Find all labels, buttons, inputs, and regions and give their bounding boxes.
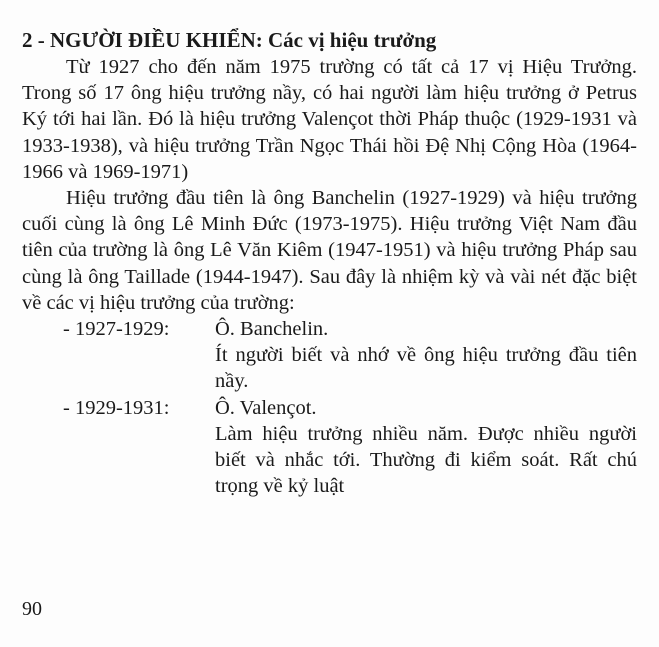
principal-description: Làm hiệu trưởng nhiều năm. Được nhiều người biết và nhắc tới. Thường đi kiểm soát. Rất chú trọng về kỷ luật: [215, 422, 637, 498]
principal-term: - 1929-1931:: [63, 396, 170, 419]
document-page: [22, 26, 637, 499]
principal-description: Ít người biết và nhớ về ông hiệu trưởng đầu tiên nầy.: [215, 344, 637, 393]
principal-name: Ô. Valençot.: [215, 396, 317, 419]
section-title: 2 - NGƯỜI ĐIỀU KHIỂN: Các vị hiệu trưởng: [22, 28, 437, 52]
principal-entry: [22, 395, 637, 500]
paragraph-intro: Từ 1927 cho đến năm 1975 trường có tất cả 17 vị Hiệu Trưởng. Trong số 17 ông hiệu trưởng nầy, có hai người làm hiệu trưởng ở Petrus Ký tới hai lần. Đó là hiệu trưởng Valençot thời Pháp thuộc (1929-1931 và 1933-1938), và hiệu trưởng Trần Ngọc Thái hồi Đệ Nhị Cộng Hòa (1964-1966 và 1969-1971): [22, 56, 637, 183]
principal-entry: [22, 316, 637, 395]
principal-list: [22, 316, 637, 499]
page-number: 90: [22, 598, 42, 620]
principal-name: Ô. Banchelin.: [215, 318, 329, 341]
principal-term: - 1927-1929:: [63, 318, 170, 341]
paragraph-first-last: Hiệu trưởng đầu tiên là ông Banchelin (1927-1929) và hiệu trưởng cuối cùng là ông Lê Minh Đức (1973-1975). Hiệu trưởng Việt Nam đầu tiên của trường là ông Lê Văn Kiêm (1947-1951) và hiệu trưởng Pháp sau cùng là ông Taillade (1944-1947). Sau đây là nhiệm kỳ và vài nét đặc biệt về các vị hiệu trưởng của trường:: [22, 187, 637, 314]
